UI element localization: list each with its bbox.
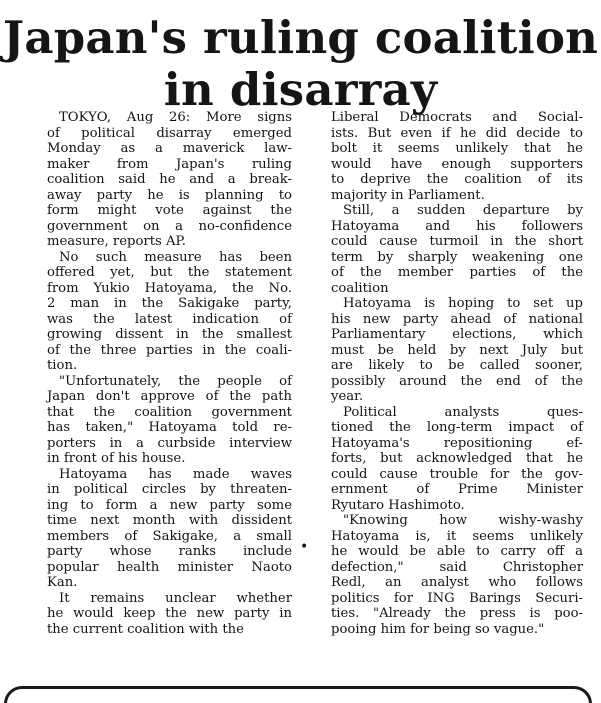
- article-text-line: that the coalition government: [47, 404, 292, 420]
- article-text-line: ists. But even if he did decide to: [331, 125, 583, 141]
- article-text-line: "Knowing how wishy-washy: [343, 513, 583, 528]
- article-column-1: [47, 110, 292, 637]
- article-text-line: offered yet, but the statement: [47, 265, 292, 280]
- article-text-line: Hatoyama's repositioning ef-: [331, 435, 583, 451]
- article-text-line: popular health minister Naoto: [47, 559, 292, 575]
- article-text-line: coalition: [331, 280, 389, 296]
- article-text-line: Hatoyama is hoping to set up: [343, 296, 583, 311]
- article-text-line: coalition said he and a break-: [47, 172, 292, 187]
- article-text-line: Political analysts ques-: [343, 404, 583, 420]
- article-text-line: ernment of Prime Minister: [331, 482, 583, 497]
- article-text-line: in front of his house.: [47, 451, 186, 466]
- article-text-line: Monday as a maverick law-: [47, 141, 292, 156]
- article-text-line: defection," said Christopher: [331, 559, 583, 575]
- article-text-line: form might vote against the: [47, 203, 292, 218]
- article-text-line: he would be able to carry off a: [331, 544, 583, 559]
- article-body: [0, 110, 601, 690]
- article-text-line: he would keep the new party in: [47, 606, 292, 621]
- article-text-line: tioned the long-term impact of: [331, 420, 583, 435]
- article-text-line: year.: [331, 389, 364, 404]
- article-text-line: term by sharply weakening one: [331, 249, 583, 265]
- article-text-line: TOKYO, Aug 26: More signs: [59, 110, 292, 125]
- article-column-2: [331, 110, 583, 637]
- next-article-border: [4, 686, 592, 703]
- article-text-line: time next month with dissident: [47, 513, 292, 528]
- article-text-line: majority in Parliament.: [331, 187, 485, 203]
- article-text-line: must be held by next July but: [331, 342, 583, 358]
- article-text-line: Ryutaro Hashimoto.: [331, 497, 465, 513]
- article-text-line: party whose ranks include: [47, 544, 292, 559]
- article-text-line: to deprive the coalition of its: [331, 172, 583, 187]
- article-text-line: government on a no-confidence: [47, 218, 292, 234]
- article-text-line: from Yukio Hatoyama, the No.: [47, 280, 292, 296]
- article-text-line: Parliamentary elections, which: [331, 327, 583, 342]
- article-text-line: would have enough supporters: [331, 156, 583, 172]
- article-text-line: politics for ING Barings Securi-: [331, 590, 583, 606]
- article-text-line: members of Sakigake, a small: [47, 528, 292, 544]
- article-text-line: away party he is planning to: [47, 187, 292, 203]
- article-text-line: forts, but acknowledged that he: [331, 451, 583, 466]
- article-text-line: was the latest indication of: [47, 311, 292, 327]
- article-text-line: It remains unclear whether: [59, 590, 292, 606]
- article-text-line: of the member parties of the: [331, 265, 583, 280]
- article-text-line: porters in a curbside interview: [47, 435, 292, 451]
- column-gutter-mark: •: [300, 539, 309, 555]
- article-text-line: his new party ahead of national: [331, 311, 583, 327]
- article-text-line: Hatoyama is, it seems unlikely: [331, 528, 583, 544]
- article-text-line: Redl, an analyst who follows: [331, 575, 583, 590]
- article-text-line: ing to form a new party some: [47, 497, 292, 513]
- article-text-line: could cause turmoil in the short: [331, 234, 583, 249]
- article-text-line: pooing him for being so vague.": [331, 621, 545, 637]
- article-text-line: Japan don't approve of the path: [47, 389, 292, 404]
- article-text-line: bolt it seems unlikely that he: [331, 141, 583, 156]
- article-text-line: in political circles by threaten-: [47, 482, 292, 497]
- article-text-line: are likely to be called sooner,: [331, 358, 583, 373]
- article-text-line: Liberal Democrats and Social-: [331, 110, 583, 125]
- article-text-line: growing dissent in the smallest: [47, 327, 292, 342]
- article-text-line: of political disarray emerged: [47, 125, 292, 141]
- article-text-line: Hatoyama and his followers: [331, 218, 583, 234]
- article-text-line: ties. "Already the press is poo-: [331, 606, 583, 621]
- article-text-line: 2 man in the Sakigake party,: [47, 296, 292, 311]
- article-text-line: has taken," Hatoyama told re-: [47, 420, 292, 435]
- article-text-line: Kan.: [47, 575, 78, 590]
- article-text-line: No such measure has been: [59, 249, 292, 265]
- article-text-line: the current coalition with the: [47, 621, 244, 637]
- article-text-line: Hatoyama has made waves: [59, 466, 292, 482]
- article-text-line: could cause trouble for the gov-: [331, 466, 583, 482]
- article-text-line: "Unfortunately, the people of: [59, 373, 292, 389]
- article-text-line: maker from Japan's ruling: [47, 156, 292, 172]
- headline-line-2: in disarray: [163, 63, 438, 116]
- article-text-line: measure, reports AP.: [47, 234, 186, 249]
- article-text-line: of the three parties in the coali-: [47, 342, 292, 358]
- article-text-line: tion.: [47, 358, 78, 373]
- article-text-line: possibly around the end of the: [331, 373, 583, 389]
- headline-line-1: Japan's ruling coalition: [2, 11, 599, 64]
- article-text-line: Still, a sudden departure by: [343, 203, 583, 218]
